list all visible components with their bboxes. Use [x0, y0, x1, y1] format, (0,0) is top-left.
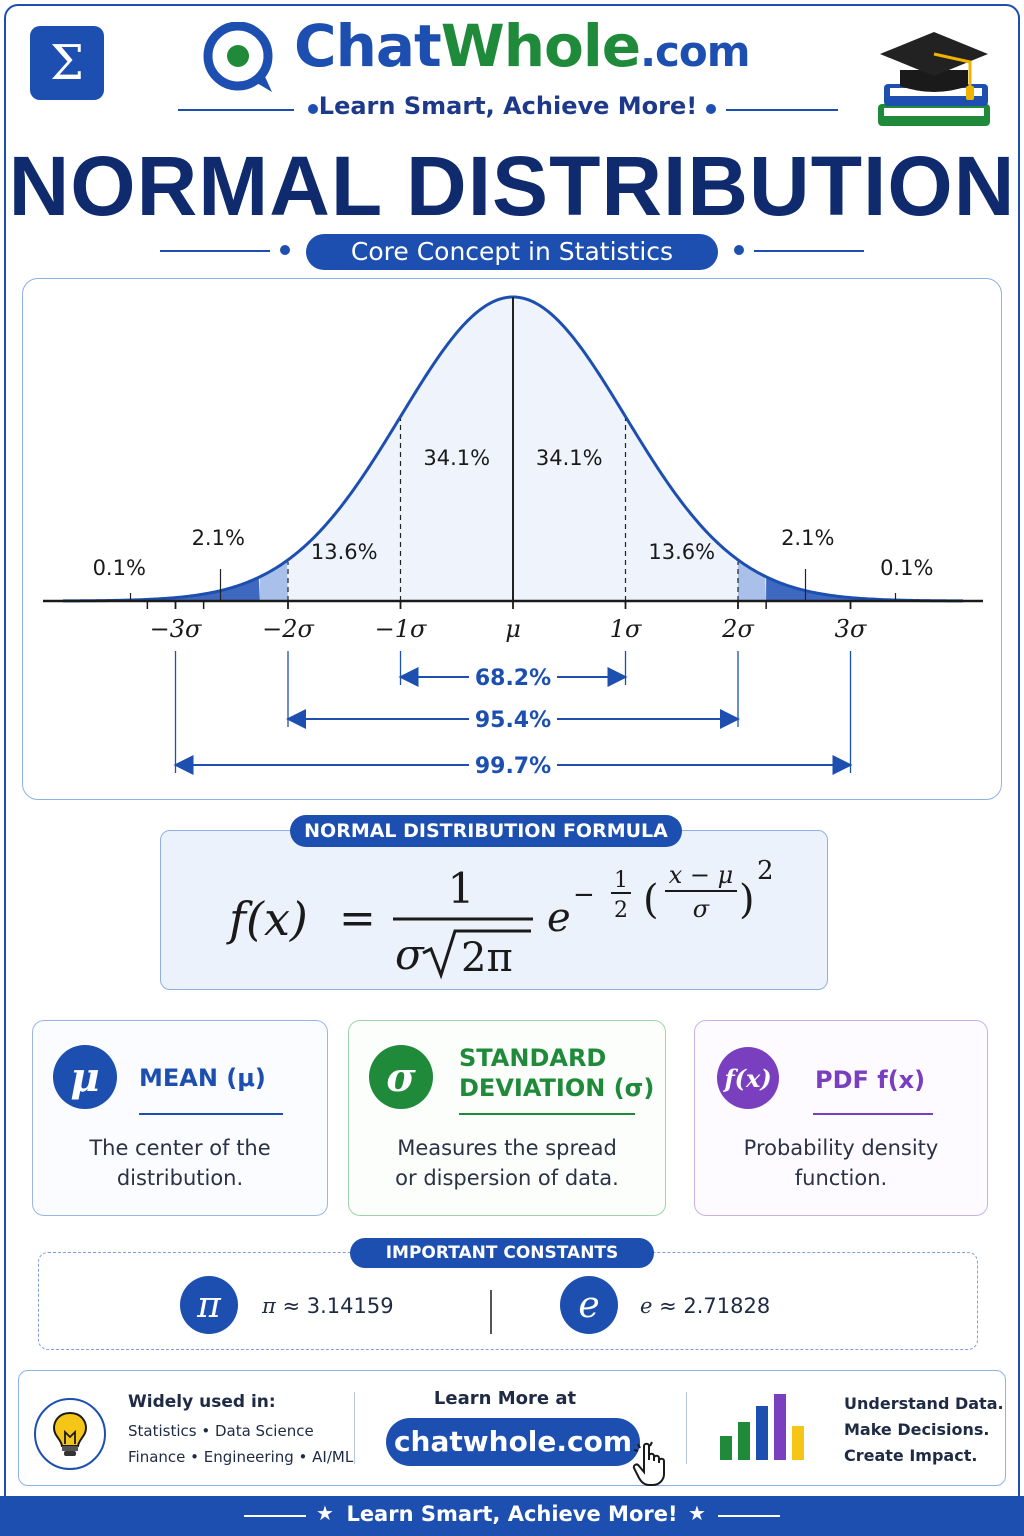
- footer-bar: [0, 1496, 1024, 1536]
- range-percent-label: 95.4%: [474, 708, 552, 733]
- tagline: Learn Smart, Achieve More!: [318, 92, 698, 120]
- subtitle-row: [160, 234, 864, 270]
- e-icon: [560, 1276, 618, 1334]
- pdf-desc-line2: function.: [794, 1166, 888, 1190]
- x-tick-label: −3σ: [149, 615, 202, 643]
- formula-inner-denominator: σ: [692, 895, 710, 923]
- x-tick-label: 2σ: [722, 615, 754, 643]
- formula-panel: [160, 830, 828, 990]
- impact-line1: Understand Data.: [844, 1394, 1004, 1413]
- footer-tagline: Learn Smart, Achieve More!: [346, 1502, 678, 1526]
- used-in-line2: Finance • Engineering • AI/ML: [128, 1448, 354, 1466]
- fx-icon: [717, 1047, 779, 1109]
- brand-chat: Chat: [294, 12, 441, 80]
- lightbulb-graphic: [50, 1410, 90, 1458]
- x-tick-label: 3σ: [834, 615, 867, 643]
- std-card: [348, 1020, 666, 1216]
- formula-expression: [161, 831, 829, 991]
- fx-symbol: f(x): [724, 1063, 772, 1093]
- e-approx: ≈ 2.71828: [659, 1294, 771, 1318]
- pdf-underline: [813, 1113, 933, 1115]
- used-in-title: Widely used in:: [128, 1392, 276, 1412]
- formula-lhs: f(x): [229, 892, 308, 946]
- tagline-line-right: [726, 109, 838, 111]
- x-tick-label: −1σ: [374, 615, 427, 643]
- shade-right: [738, 560, 766, 601]
- mean-title: MEAN (μ): [139, 1064, 266, 1092]
- std-desc-line2: or dispersion of data.: [395, 1166, 619, 1190]
- sigma-badge-icon: [369, 1045, 433, 1109]
- lightbulb-icon: [34, 1398, 106, 1470]
- region-percent-label: 34.1%: [535, 446, 603, 470]
- learn-more-label: Learn More at: [433, 1388, 577, 1409]
- page-title: NORMAL DISTRIBUTION: [8, 139, 1016, 233]
- footer-line-right: [718, 1515, 780, 1517]
- formula-power: 2: [757, 856, 774, 886]
- pdf-title: PDF f(x): [815, 1066, 926, 1094]
- subtitle-pill: Core Concept in Statistics: [306, 234, 718, 270]
- info-divider-right: [686, 1392, 687, 1464]
- constants-label: IMPORTANT CONSTANTS: [350, 1238, 654, 1268]
- formula-paren-open: (: [643, 877, 659, 923]
- subtitle-dot-right: [734, 245, 744, 255]
- region-percent-label: 34.1%: [423, 446, 491, 470]
- info-divider-left: [354, 1392, 355, 1464]
- mean-card: [32, 1020, 328, 1216]
- shade-left: [260, 561, 288, 601]
- range-percent-label: 99.7%: [474, 754, 552, 779]
- subtitle-dot-left: [280, 245, 290, 255]
- sigma-icon: [30, 26, 104, 100]
- std-underline: [459, 1113, 635, 1115]
- formula-label: NORMAL DISTRIBUTION FORMULA: [290, 815, 682, 847]
- impact-line3: Create Impact.: [844, 1446, 978, 1465]
- e-inline-symbol: e: [640, 1294, 653, 1318]
- mu-symbol: μ: [70, 1053, 100, 1101]
- pdf-desc-line1: Probability density: [743, 1136, 939, 1160]
- region-percent-label: 0.1%: [92, 556, 146, 580]
- formula-exp-denominator: 2: [614, 898, 628, 923]
- std-title-line2: DEVIATION (σ): [459, 1074, 655, 1102]
- sigma-badge-symbol: σ: [386, 1053, 416, 1101]
- star-icon-left: ★: [316, 1501, 334, 1525]
- pointer-hand-icon: [630, 1440, 674, 1488]
- formula-radicand: 2π: [461, 935, 513, 981]
- sigma-symbol: Σ: [50, 35, 84, 91]
- x-tick-label: 1σ: [609, 615, 642, 643]
- range-percent-label: 68.2%: [474, 666, 552, 691]
- subtitle-line-right: [754, 250, 864, 252]
- tagline-dot-right: [706, 104, 716, 114]
- region-percent-label: 0.1%: [880, 556, 934, 580]
- used-in-line1: Statistics • Data Science: [128, 1422, 314, 1440]
- mean-underline: [139, 1113, 283, 1115]
- x-tick-label: −2σ: [262, 615, 314, 643]
- site-link-button[interactable]: chatwhole.com: [386, 1418, 640, 1466]
- region-percent-label: 13.6%: [310, 540, 378, 564]
- formula-exp-sign: −: [573, 880, 595, 910]
- mu-icon: [53, 1045, 117, 1109]
- e-badge-symbol: e: [578, 1284, 600, 1326]
- formula-inner-numerator: x − μ: [668, 861, 734, 889]
- normal-curve-chart: [23, 279, 1003, 801]
- impact-line2: Make Decisions.: [844, 1420, 990, 1439]
- mean-desc-line2: distribution.: [116, 1166, 244, 1190]
- std-title-line1: STANDARD: [459, 1044, 607, 1072]
- subtitle-line-left: [160, 250, 270, 252]
- pi-icon: [180, 1276, 238, 1334]
- graduation-cap-books-icon: [872, 18, 996, 134]
- star-icon-right: ★: [688, 1501, 706, 1525]
- std-desc-line1: Measures the spread: [397, 1136, 617, 1160]
- brand-whole: Whole: [440, 12, 641, 80]
- tagline-row: [178, 92, 838, 126]
- region-percent-label: 2.1%: [191, 526, 245, 550]
- formula-paren-close: ): [739, 877, 755, 923]
- mean-desc-line1: The center of the: [89, 1136, 271, 1160]
- pi-value: [262, 1294, 394, 1318]
- region-percent-label: 13.6%: [648, 540, 716, 564]
- pi-badge-symbol: π: [197, 1284, 221, 1326]
- formula-numerator: 1: [447, 864, 475, 913]
- formula-base-e: e: [547, 895, 571, 941]
- pi-approx: ≈ 3.14159: [282, 1294, 394, 1318]
- x-tick-label: μ: [505, 615, 521, 643]
- pi-inline-symbol: π: [262, 1294, 276, 1318]
- formula-exp-numerator: 1: [614, 868, 628, 893]
- chart-panel: [22, 278, 1002, 800]
- constants-divider: [490, 1290, 492, 1334]
- chat-logo-icon: [200, 22, 280, 94]
- formula-denominator-sigma: σ: [395, 930, 424, 979]
- bar-chart-icon: [716, 1392, 812, 1462]
- brand-domain: .com: [640, 27, 750, 76]
- formula-equals: =: [339, 893, 376, 944]
- region-percent-label: 2.1%: [781, 526, 835, 550]
- e-value: [640, 1294, 770, 1318]
- pdf-card: [694, 1020, 988, 1216]
- brand-name: [294, 12, 750, 80]
